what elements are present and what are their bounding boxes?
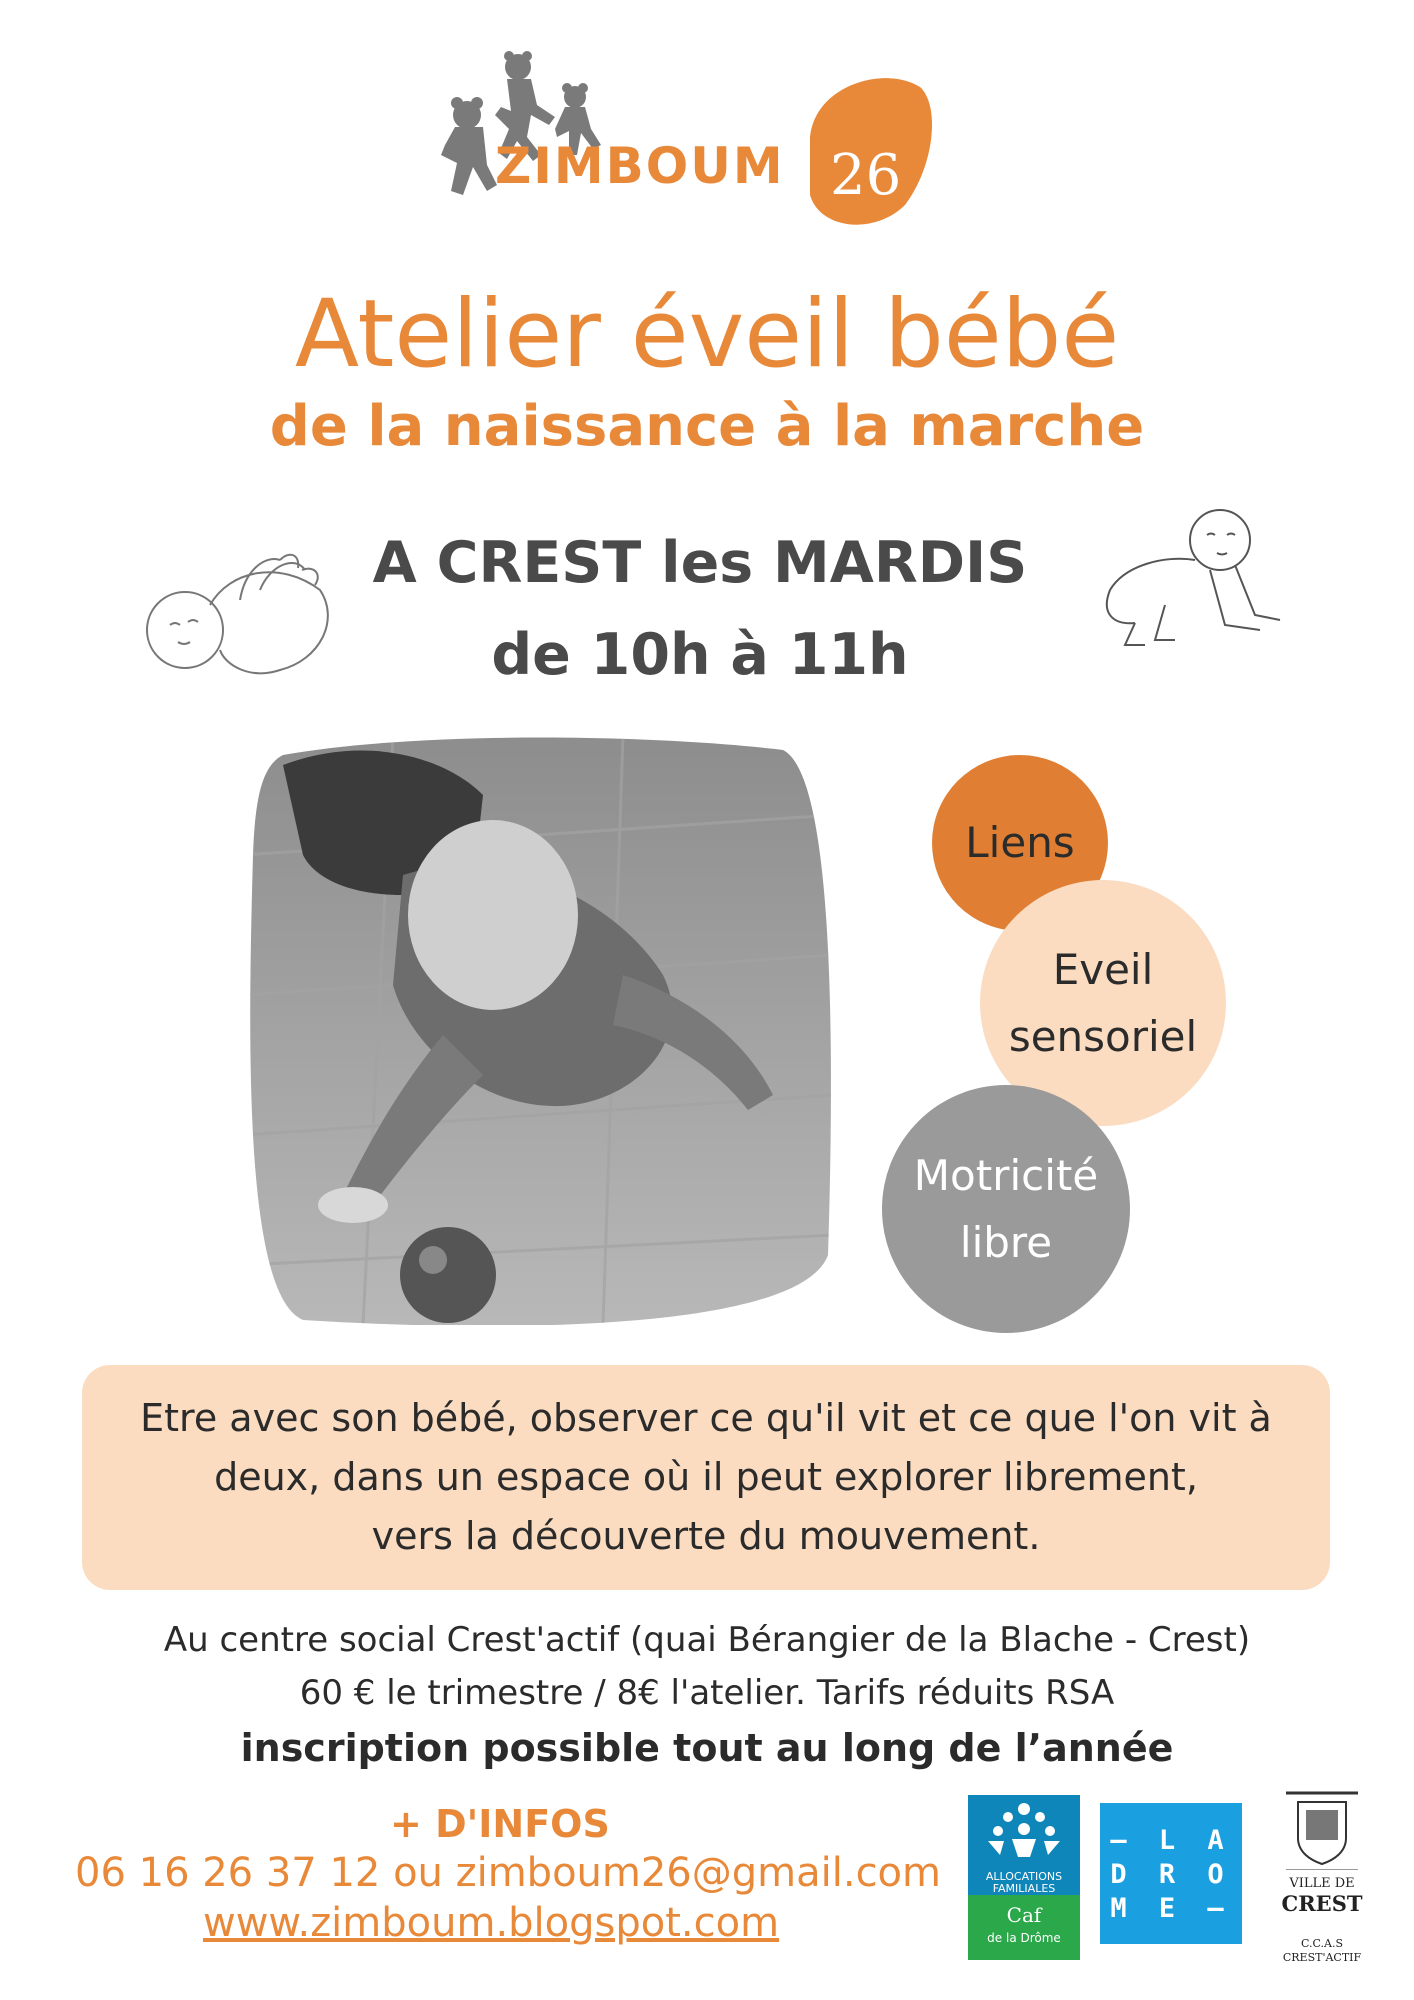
ville-de-crest-logo: VILLE DE CREST C.C.A.S CREST'ACTIF bbox=[1276, 1790, 1368, 1980]
bubble-liens: Liens bbox=[932, 755, 1108, 931]
description-line: Etre avec son bébé, observer ce qu'il vit et ce que l'on vit à bbox=[140, 1396, 1272, 1440]
bubble-motricite-libre: Motricité libre bbox=[882, 1085, 1130, 1333]
logo-number: 26 bbox=[830, 143, 902, 208]
more-info-heading: + D'INFOS bbox=[390, 1802, 610, 1846]
crest-shield-icon bbox=[1276, 1790, 1368, 1870]
page-subtitle: de la naissance à la marche bbox=[269, 394, 1145, 459]
caf-logo: ALLOCATIONS FAMILIALES Caf de la Drôme bbox=[968, 1795, 1080, 1960]
price-info: 60 € le trimestre / 8€ l'atelier. Tarifs réduits RSA bbox=[299, 1673, 1115, 1713]
logo-brand-text: ZIMBOUM bbox=[495, 137, 785, 195]
caf-family-icon bbox=[968, 1795, 1080, 1870]
location-info: Au centre social Crest'actif (quai Bérangier de la Blache - Crest) bbox=[163, 1620, 1251, 1660]
baby-photo bbox=[243, 735, 833, 1325]
bubble-eveil-sensoriel: Eveil sensoriel bbox=[980, 880, 1226, 1126]
description-box bbox=[82, 1365, 1330, 1590]
zimboum-logo bbox=[415, 45, 935, 230]
contact-phone-email[interactable]: 06 16 26 37 12 ou zimboum26@gmail.com bbox=[75, 1850, 941, 1896]
schedule-location: A CREST les MARDIS bbox=[372, 530, 1028, 596]
description-line: deux, dans un espace où il peut explorer librement, bbox=[214, 1455, 1198, 1499]
schedule-time: de 10h à 11h bbox=[491, 622, 909, 688]
baby-crawling-sketch-icon bbox=[1085, 495, 1285, 655]
description-line: vers la découverte du mouvement. bbox=[371, 1514, 1041, 1558]
registration-info: inscription possible tout au long de l’année bbox=[240, 1726, 1174, 1770]
page-title: Atelier éveil bébé bbox=[294, 280, 1120, 389]
website-link[interactable]: www.zimboum.blogspot.com bbox=[203, 1900, 780, 1946]
drome-logo: – L A D R O M E – bbox=[1100, 1803, 1242, 1944]
